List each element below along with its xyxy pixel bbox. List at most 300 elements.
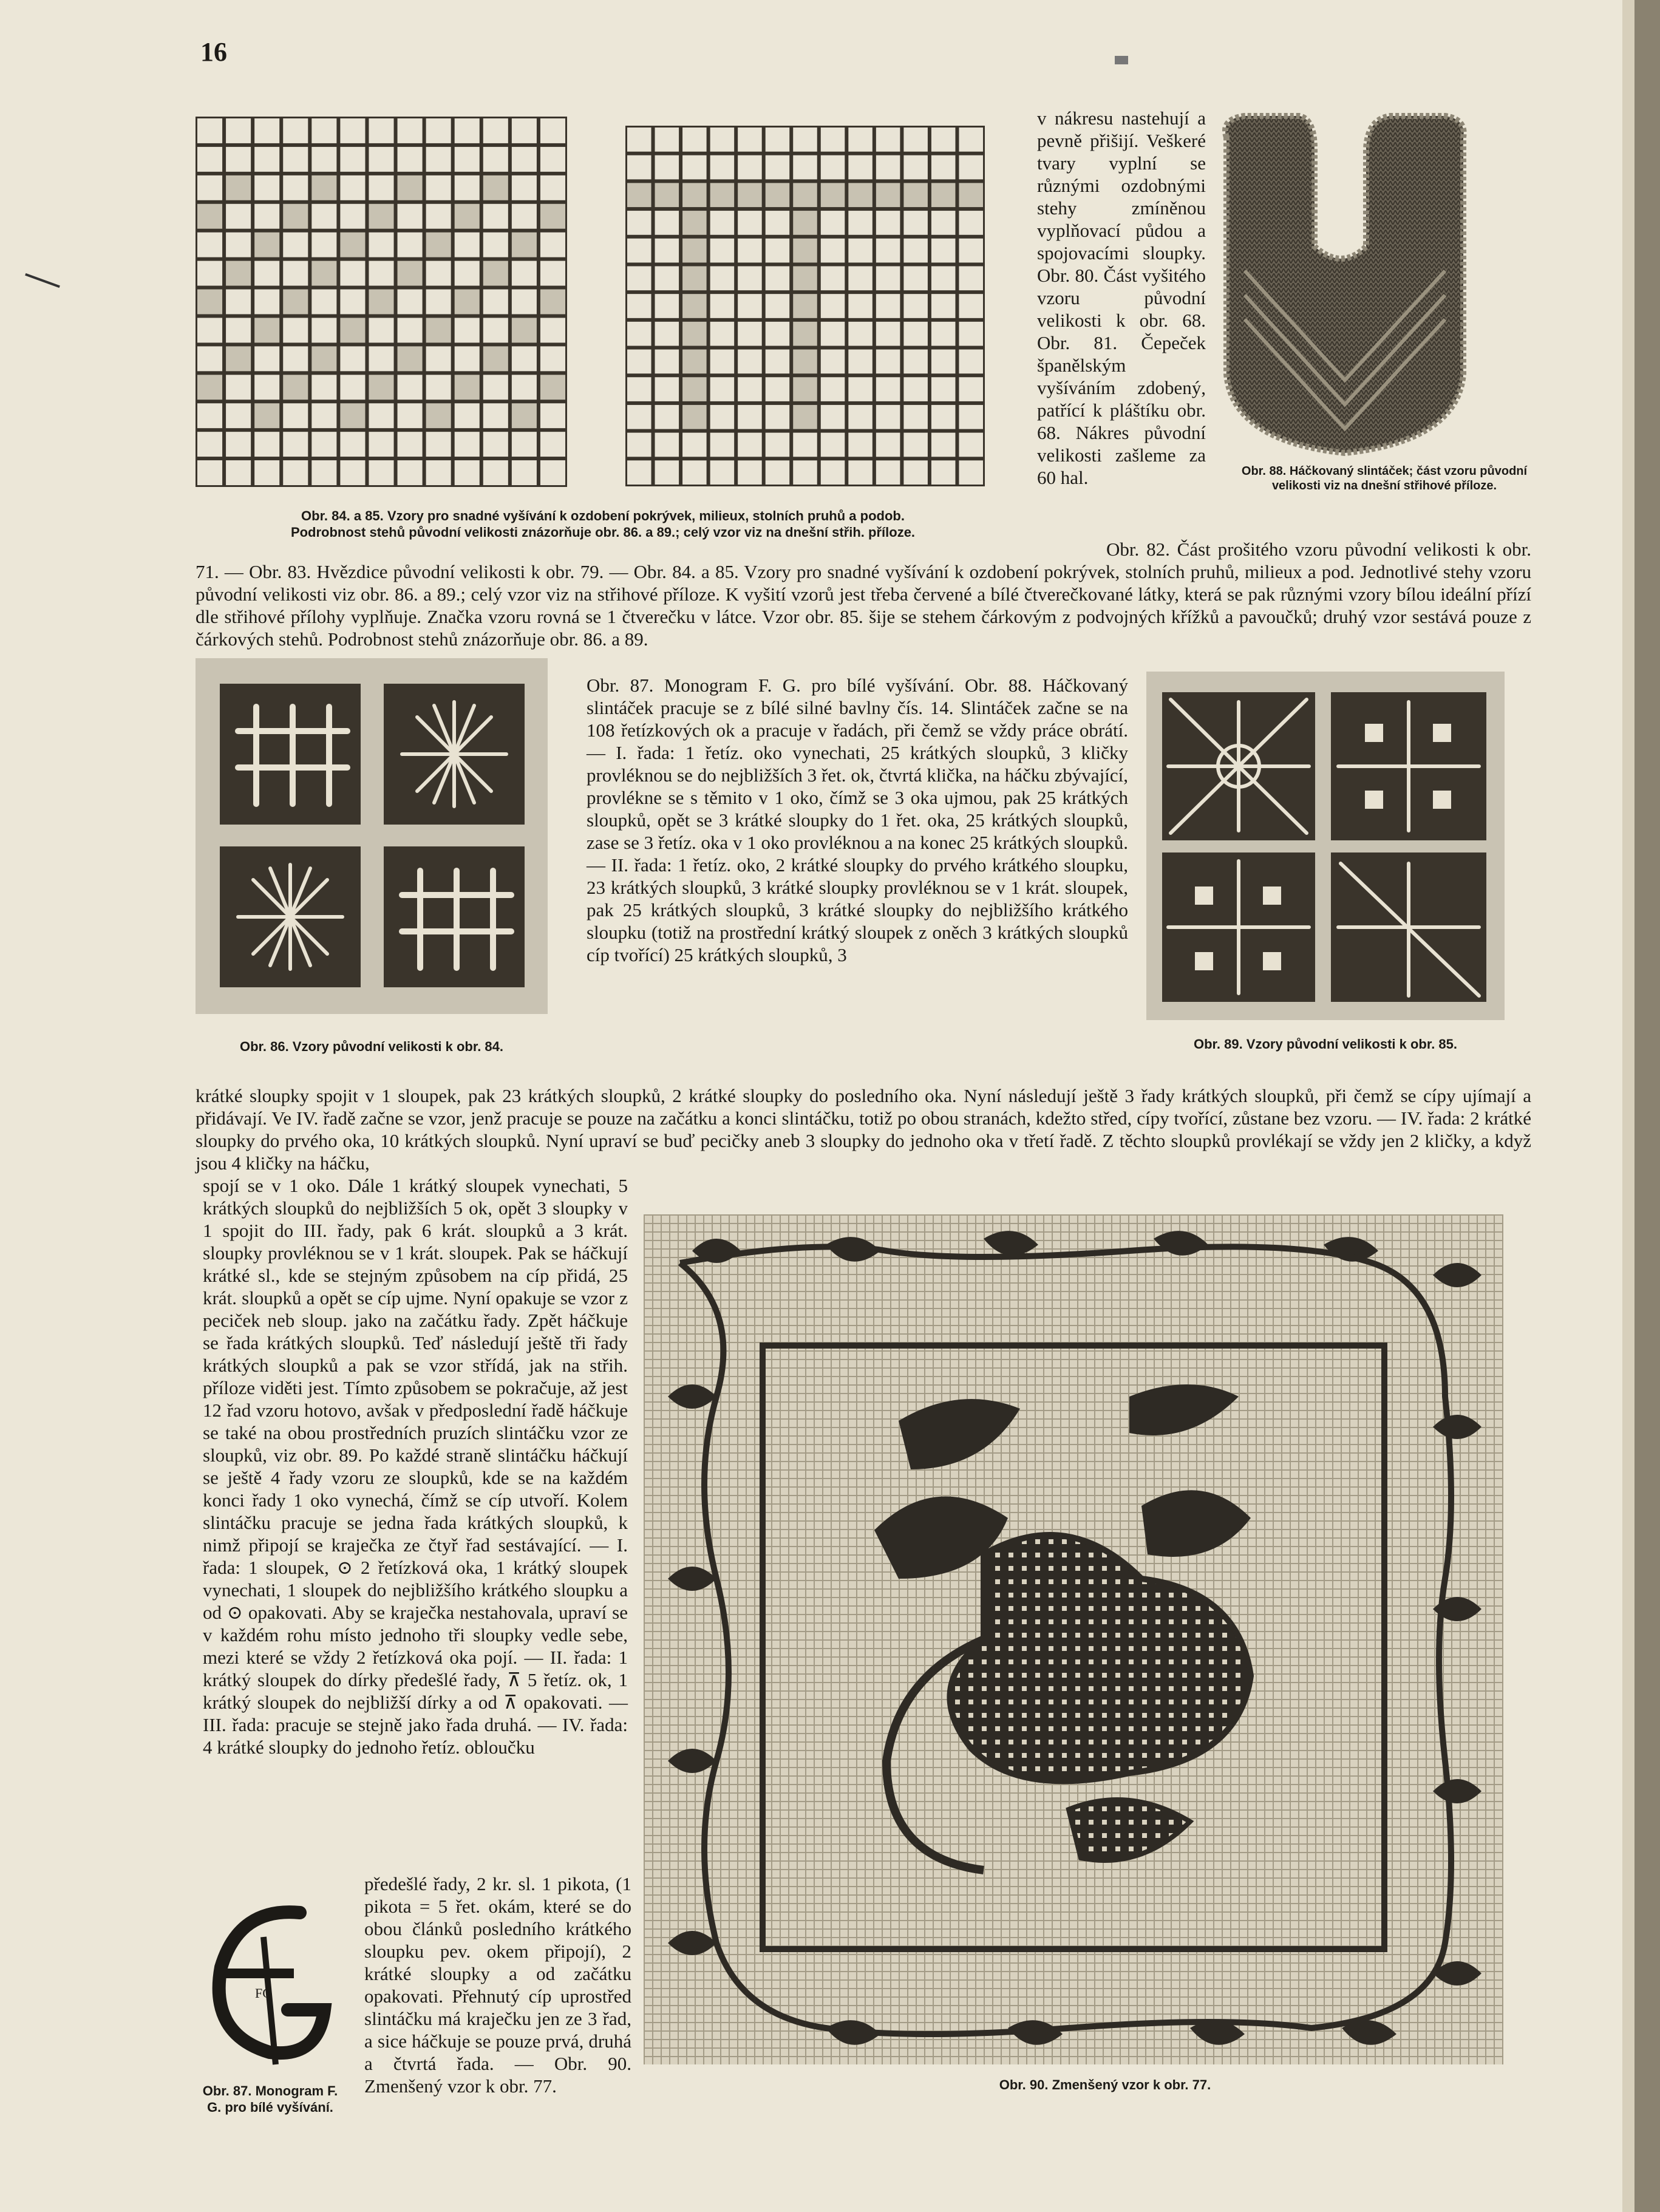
grid-cell xyxy=(682,377,707,401)
grid-cell xyxy=(903,350,928,374)
grid-cell xyxy=(398,118,423,143)
grid-cell xyxy=(766,239,790,263)
grid-cell xyxy=(283,118,308,143)
grid-cell xyxy=(931,460,956,485)
grid-cell xyxy=(682,294,707,318)
grid-cell xyxy=(455,403,480,428)
grid-cell xyxy=(369,290,393,315)
grid-cell xyxy=(340,261,365,286)
grid-cell xyxy=(738,294,762,318)
grid-cell xyxy=(426,147,451,172)
grid-cell xyxy=(848,239,873,263)
grid-cell xyxy=(766,322,790,346)
grid-cell xyxy=(876,377,900,401)
grid-cell xyxy=(254,204,279,229)
grid-cell xyxy=(283,233,308,257)
grid-cell xyxy=(738,239,762,263)
grid-cell xyxy=(931,294,956,318)
grid-cell xyxy=(512,204,537,229)
grid-cell xyxy=(283,432,308,457)
grid-cell xyxy=(655,433,679,457)
grid-cell xyxy=(540,118,565,143)
grid-cell xyxy=(512,403,537,428)
grid-cell xyxy=(710,350,735,374)
grid-cell xyxy=(398,233,423,257)
grid-cell xyxy=(655,377,679,401)
grid-cell xyxy=(254,432,279,457)
grid-cell xyxy=(766,211,790,235)
grid-cell xyxy=(959,433,983,457)
grid-cell xyxy=(931,155,956,180)
grid-cell xyxy=(876,128,900,152)
grid-cell xyxy=(738,266,762,290)
text-bottom: předešlé řady, 2 kr. sl. 1 pikota, (1 pikota = 5 řet. okám, které se do obou článků posledního krátkého sloupku pev. okem připojí), 2 krátké sloupky a od začátku opakovati. Přehnutý cíp uprostřed slintáčku má kraječku jen ze 3 řad, a sice háčkuje se pouze prvá, druhá a čtvrtá řada. — Obr. 90. Zmenšený vzor k obr. 77. xyxy=(364,1873,631,2097)
grid-cell xyxy=(710,155,735,180)
grid-cell xyxy=(766,377,790,401)
grid-cell xyxy=(226,118,251,143)
grid-cell xyxy=(512,290,537,315)
grid-cell xyxy=(821,128,845,152)
grid-cell xyxy=(931,433,956,457)
grid-cell xyxy=(455,290,480,315)
grid-cell xyxy=(197,290,222,315)
grid-cell xyxy=(283,147,308,172)
grid-cell xyxy=(627,433,651,457)
grid-cell xyxy=(398,290,423,315)
grid-cell xyxy=(483,432,508,457)
grid-cell xyxy=(254,290,279,315)
grid-cell xyxy=(311,403,336,428)
page-number: 16 xyxy=(200,37,227,67)
grid-cell xyxy=(738,211,762,235)
grid-cell xyxy=(369,118,393,143)
grid-cell xyxy=(369,432,393,457)
grid-cell xyxy=(426,403,451,428)
grid-cell xyxy=(655,405,679,429)
grid-cell xyxy=(876,155,900,180)
grid-cell xyxy=(903,405,928,429)
grid-cell xyxy=(483,290,508,315)
grid-cell xyxy=(226,290,251,315)
grid-cell xyxy=(627,239,651,263)
grid-cell xyxy=(710,460,735,485)
grid-cell xyxy=(455,147,480,172)
grid-cell xyxy=(426,318,451,342)
grid-cell xyxy=(512,147,537,172)
grid-cell xyxy=(197,460,222,485)
grid-cell xyxy=(455,460,480,485)
grid-cell xyxy=(848,377,873,401)
grid-cell xyxy=(821,460,845,485)
grid-cell xyxy=(540,261,565,286)
grid-cell xyxy=(931,239,956,263)
grid-cell xyxy=(627,322,651,346)
grid-cell xyxy=(340,403,365,428)
grid-cell xyxy=(793,211,817,235)
grid-cell xyxy=(483,375,508,400)
grid-cell xyxy=(710,433,735,457)
grid-cell xyxy=(426,118,451,143)
grid-cell xyxy=(483,261,508,286)
grid-cell xyxy=(821,433,845,457)
grid-cell xyxy=(876,460,900,485)
grid-cell xyxy=(226,432,251,457)
grid-cell xyxy=(369,204,393,229)
top-mark xyxy=(1115,56,1128,64)
grid-cell xyxy=(931,377,956,401)
grid-cell xyxy=(710,266,735,290)
grid-cell xyxy=(540,175,565,200)
grid-cell xyxy=(793,405,817,429)
grid-cell xyxy=(627,405,651,429)
grid-cell xyxy=(903,211,928,235)
grid-cell xyxy=(793,183,817,207)
grid-cell xyxy=(254,318,279,342)
grid-cell xyxy=(876,294,900,318)
grid-cell xyxy=(254,147,279,172)
grid-cell xyxy=(398,318,423,342)
text-left: spojí se v 1 oko. Dále 1 krátký sloupek vynechati, 5 krátkých sloupků do nejbližších 5 ok, opět 3 sloupky v 1 spojit do III. řady, pak 6 krát. sloupků a 3 krát. sloupky provléknou se v 1 krát. sloupek. Pak se háčkují krátké sl., kde se stejným způsobem na cíp přidá, 25 krát. sloupků a opět se cíp ujme. Nyní opakuje se vzor z peciček neb sloup. jako na začátku řady. Zpět háčkuje se řada krátkých sloupků. Teď následují ještě tři řady krátkých sloupků a pak se vzor střídá, jak na střih. příloze viděti jest. Tímto způsobem se pokračuje, až jest 12 řad vzoru hotovo, avšak v předposlední řadě háčkuje se také na obou prostředních pruzích slintáčku vzor ze sloupků, viz obr. 89. Po každé straně slintáčku háčkují se ještě 4 řady vzoru ze sloupků, kde se na každém konci řady 1 oko vynechá, čímž se cíp utvoří. Kolem slintáčku pracuje se jedna řada krátkých sloupků, k nimž připojí se kraječka ze čtyř řad sestávající. — I. řada: 1 sloupek, ⊙ 2 řetízková oka, 1 krátký sloupek vynechati, 1 sloupek do nejbližšího krátkého sloupku a od ⊙ opakovati. Aby se kraječka nestahovala, upraví se v každém rohu místo jednoho tři sloupky vedle sebe, mezi které se vždy 2 řetízková oka pojí. — II. řada: 1 krátký sloupek do dírky předešlé řady, ⊼ 5 řetíz. ok, 1 krátký sloupek do nejbližší dírky a od ⊼ opakovati. — III. řada: pracuje se stejně jako řada druhá. — IV. řada: 4 krátké sloupky do jednoho řetíz. obloučku xyxy=(203,1175,628,1758)
grid-cell xyxy=(959,155,983,180)
caption-fig84-85-line1: Obr. 84. a 85. Vzory pro snadné vyšívání k ozdobení pokrývek, milieux, stolních pruhů a podob. xyxy=(301,508,905,523)
grid-cell xyxy=(369,403,393,428)
grid-cell xyxy=(483,233,508,257)
grid-cell xyxy=(483,346,508,371)
grid-cell xyxy=(540,432,565,457)
grid-cell xyxy=(876,433,900,457)
grid-cell xyxy=(340,147,365,172)
grid-cell xyxy=(455,318,480,342)
grid-cell xyxy=(627,460,651,485)
grid-cell xyxy=(821,239,845,263)
grid-cell xyxy=(426,375,451,400)
grid-cell xyxy=(340,432,365,457)
grid-cell xyxy=(931,405,956,429)
grid-cell xyxy=(426,261,451,286)
grid-cell xyxy=(426,432,451,457)
grid-cell xyxy=(226,318,251,342)
grid-cell xyxy=(793,350,817,374)
grid-cell xyxy=(876,350,900,374)
grid-cell xyxy=(283,261,308,286)
grid-cell xyxy=(766,155,790,180)
grid-cell xyxy=(848,294,873,318)
grid-cell xyxy=(738,322,762,346)
grid-cell xyxy=(959,405,983,429)
grid-cell xyxy=(283,403,308,428)
grid-cell xyxy=(197,375,222,400)
text-middle: Obr. 87. Monogram F. G. pro bílé vyšívání. Obr. 88. Háčkovaný slintáček pracuje se z bílé silné bavlny čís. 14. Slintáček začne se na 108 řetízkových ok a pracuje v řadách, při čemž se vždy práce obrátí. — I. řada: 1 řetíz. oko vynechati, 25 krátkých sloupků, 3 kličky provléknou se do nejbližších 3 řet. ok, čtvrtá klička, na háčku zbývající, provlékne se s těmito v 1 oko, čímž se 3 oka ujmou, pak 25 krátkých sloupků, opět se 3 krátké sloupky do 1 řet. oka, 25 krátkých sloupků, zase se 3 řetíz. oka v 1 oko provléknou a na konec 25 krátkých sloupků. — II. řada: 1 řetíz. oko, 2 krátké sloupky do prvého krátkého sloupku, 23 krátkých sloupků, 3 krátké sloupky provléknou se v 1 krát. sloupek, pak 25 krátkých sloupků, 3 krátké sloupky do nejbližšího krátkého sloupku (totiž na prostřední krátký sloupek z oněch 3 krátkých sloupků cíp tvořící) 25 krátkých sloupků, 3 xyxy=(587,675,1128,965)
page-edge xyxy=(1634,0,1660,2212)
grid-cell xyxy=(793,155,817,180)
grid-cell xyxy=(426,175,451,200)
grid-cell xyxy=(876,239,900,263)
figure-84 xyxy=(196,117,567,487)
grid-cell xyxy=(821,155,845,180)
grid-cell xyxy=(738,183,762,207)
grid-cell xyxy=(426,460,451,485)
grid-cell xyxy=(226,147,251,172)
grid-cell xyxy=(627,377,651,401)
grid-cell xyxy=(710,405,735,429)
grid-cell xyxy=(931,322,956,346)
text-left-column xyxy=(203,1174,628,1758)
grid-cell xyxy=(627,266,651,290)
grid-cell xyxy=(340,204,365,229)
grid-cell xyxy=(512,175,537,200)
grid-cell xyxy=(710,211,735,235)
grid-cell xyxy=(483,318,508,342)
grid-cell xyxy=(197,318,222,342)
grid-cell xyxy=(311,375,336,400)
grid-cell xyxy=(197,432,222,457)
grid-cell xyxy=(959,322,983,346)
grid-cell xyxy=(369,233,393,257)
grid-cell xyxy=(226,261,251,286)
grid-cell xyxy=(682,350,707,374)
grid-cell xyxy=(226,346,251,371)
grid-cell xyxy=(283,290,308,315)
grid-cell xyxy=(627,294,651,318)
grid-cell xyxy=(903,266,928,290)
grid-cell xyxy=(682,322,707,346)
grid-cell xyxy=(766,460,790,485)
grid-cell xyxy=(283,460,308,485)
grid-cell xyxy=(398,147,423,172)
grid-cell xyxy=(682,405,707,429)
caption-fig87: Obr. 87. Monogram F. G. pro bílé vyšívání. xyxy=(202,2083,338,2115)
grid-cell xyxy=(283,375,308,400)
grid-cell xyxy=(931,350,956,374)
grid-cell xyxy=(793,433,817,457)
grid-cell xyxy=(710,322,735,346)
grid-cell xyxy=(226,175,251,200)
grid-cell xyxy=(682,128,707,152)
grid-cell xyxy=(226,233,251,257)
grid-cell xyxy=(512,460,537,485)
grid-cell xyxy=(903,460,928,485)
grid-cell xyxy=(455,261,480,286)
grid-cell xyxy=(283,346,308,371)
grid-cell xyxy=(655,183,679,207)
grid-cell xyxy=(311,118,336,143)
grid-cell xyxy=(710,294,735,318)
caption-fig90: Obr. 90. Zmenšený vzor k obr. 77. xyxy=(999,2077,1211,2092)
grid-cell xyxy=(369,175,393,200)
grid-cell xyxy=(340,318,365,342)
grid-cell xyxy=(848,460,873,485)
grid-cell xyxy=(540,318,565,342)
caption-fig86: Obr. 86. Vzory původní velikosti k obr. 84. xyxy=(239,1039,504,1054)
grid-cell xyxy=(682,239,707,263)
grid-cell xyxy=(483,204,508,229)
grid-cell xyxy=(821,350,845,374)
grid-cell xyxy=(311,290,336,315)
grid-cell xyxy=(848,433,873,457)
grid-cell xyxy=(311,204,336,229)
grid-cell xyxy=(903,239,928,263)
grid-cell xyxy=(931,266,956,290)
grid-cell xyxy=(455,375,480,400)
grid-cell xyxy=(931,128,956,152)
grid-cell xyxy=(821,322,845,346)
grid-cell xyxy=(340,375,365,400)
grid-cell xyxy=(682,155,707,180)
grid-cell xyxy=(540,147,565,172)
grid-cell xyxy=(512,318,537,342)
grid-cell xyxy=(340,290,365,315)
grid-cell xyxy=(197,175,222,200)
grid-cell xyxy=(455,118,480,143)
grid-cell xyxy=(876,266,900,290)
grid-cell xyxy=(512,233,537,257)
grid-cell xyxy=(398,375,423,400)
grid-cell xyxy=(512,432,537,457)
grid-cell xyxy=(340,346,365,371)
grid-cell xyxy=(540,346,565,371)
grid-cell xyxy=(455,204,480,229)
grid-cell xyxy=(959,377,983,401)
grid-cell xyxy=(369,318,393,342)
grid-cell xyxy=(848,322,873,346)
grid-cell xyxy=(254,403,279,428)
grid-cell xyxy=(627,155,651,180)
grid-cell xyxy=(512,346,537,371)
grid-cell xyxy=(483,175,508,200)
page-edge-shadow xyxy=(1622,0,1634,2212)
grid-cell xyxy=(655,239,679,263)
grid-cell xyxy=(903,155,928,180)
grid-cell xyxy=(710,128,735,152)
grid-cell xyxy=(903,322,928,346)
grid-cell xyxy=(483,460,508,485)
grid-cell xyxy=(848,128,873,152)
grid-cell xyxy=(311,175,336,200)
grid-cell xyxy=(710,239,735,263)
grid-cell xyxy=(483,118,508,143)
grid-cell xyxy=(398,346,423,371)
grid-cell xyxy=(848,183,873,207)
grid-cell xyxy=(512,375,537,400)
grid-cell xyxy=(226,460,251,485)
grid-cell xyxy=(710,183,735,207)
grid-cell xyxy=(540,204,565,229)
grid-cell xyxy=(655,266,679,290)
grid-cell xyxy=(682,266,707,290)
grid-cell xyxy=(931,183,956,207)
grid-cell xyxy=(959,239,983,263)
grid-cell xyxy=(254,175,279,200)
grid-cell xyxy=(738,377,762,401)
grid-cell xyxy=(766,294,790,318)
figure-86 xyxy=(196,658,548,1014)
grid-cell xyxy=(311,432,336,457)
grid-cell xyxy=(903,294,928,318)
grid-cell xyxy=(426,204,451,229)
grid-cell xyxy=(821,294,845,318)
grid-cell xyxy=(959,294,983,318)
grid-cell xyxy=(627,350,651,374)
grid-cell xyxy=(340,460,365,485)
grid-cell xyxy=(254,375,279,400)
grid-cell xyxy=(655,155,679,180)
grid-cell xyxy=(340,175,365,200)
grid-cell xyxy=(197,346,222,371)
grid-cell xyxy=(455,346,480,371)
grid-cell xyxy=(793,377,817,401)
grid-cell xyxy=(682,460,707,485)
grid-cell xyxy=(254,460,279,485)
grid-cell xyxy=(254,261,279,286)
grid-cell xyxy=(197,233,222,257)
grid-cell xyxy=(821,266,845,290)
grid-cell xyxy=(876,405,900,429)
grid-cell xyxy=(254,233,279,257)
grid-cell xyxy=(959,460,983,485)
grid-cell xyxy=(655,211,679,235)
text-full-width-1 xyxy=(196,538,1531,650)
grid-cell xyxy=(398,204,423,229)
grid-cell xyxy=(793,322,817,346)
grid-cell xyxy=(398,261,423,286)
grid-cell xyxy=(903,128,928,152)
grid-cell xyxy=(821,211,845,235)
grid-cell xyxy=(766,266,790,290)
grid-cell xyxy=(311,233,336,257)
grid-cell xyxy=(793,266,817,290)
grid-cell xyxy=(738,350,762,374)
grid-cell xyxy=(738,128,762,152)
grid-cell xyxy=(311,346,336,371)
grid-cell xyxy=(876,322,900,346)
grid-cell xyxy=(682,211,707,235)
caption-fig89: Obr. 89. Vzory původní velikosti k obr. 85. xyxy=(1193,1036,1458,1052)
grid-cell xyxy=(226,375,251,400)
grid-cell xyxy=(821,183,845,207)
caption-fig84-85 xyxy=(193,508,1013,540)
grid-cell xyxy=(959,266,983,290)
figure-85 xyxy=(625,126,985,486)
caption-fig88: Obr. 88. Háčkovaný slintáček; část vzoru původní velikosti viz na dnešní střihové příloze. xyxy=(1241,465,1528,492)
grid-cell xyxy=(369,147,393,172)
grid-cell xyxy=(455,175,480,200)
grid-cell xyxy=(655,322,679,346)
grid-cell xyxy=(903,183,928,207)
grid-cell xyxy=(398,175,423,200)
grid-cell xyxy=(483,147,508,172)
grid-cell xyxy=(655,294,679,318)
text-full-width-2 xyxy=(196,1084,1531,1174)
grid-cell xyxy=(738,405,762,429)
grid-cell xyxy=(197,261,222,286)
grid-cell xyxy=(793,294,817,318)
grid-cell xyxy=(340,233,365,257)
grid-cell xyxy=(682,433,707,457)
grid-cell xyxy=(793,128,817,152)
grid-cell xyxy=(738,155,762,180)
grid-cell xyxy=(959,128,983,152)
grid-cell xyxy=(340,118,365,143)
grid-cell xyxy=(821,405,845,429)
grid-cell xyxy=(848,211,873,235)
grid-cell xyxy=(627,183,651,207)
grid-cell xyxy=(398,403,423,428)
grid-cell xyxy=(226,204,251,229)
grid-cell xyxy=(512,118,537,143)
text-full-1: Obr. 82. Část prošitého vzoru původní velikosti k obr. 71. — Obr. 83. Hvězdice původní velikosti k obr. 79. — Obr. 84. a 85. Vzory pro snadné vyšívání k ozdobení pokrývek, stolních pruhů, milieux a pod. Jednotlivé stehy vzoru původní velikosti viz obr. 86. a 89.; celý vzor viz na střihové příloze. K vyšití vzorů jest třeba červené a bílé čtverečkované látky, která se pak různými vzory bílou ideální přízí dle střihové přílohy vyplňuje. Značka vzoru rovná se 1 čtverečku v látce. Vzor obr. 85. šije se stehem čárkovým z podvojných křížků a pavoučků; druhý vzor sestává pouze z čárkových stehů. Podrobnost stehů znázorňuje obr. 86. a 89. xyxy=(196,539,1531,650)
grid-cell xyxy=(254,346,279,371)
grid-cell xyxy=(655,350,679,374)
